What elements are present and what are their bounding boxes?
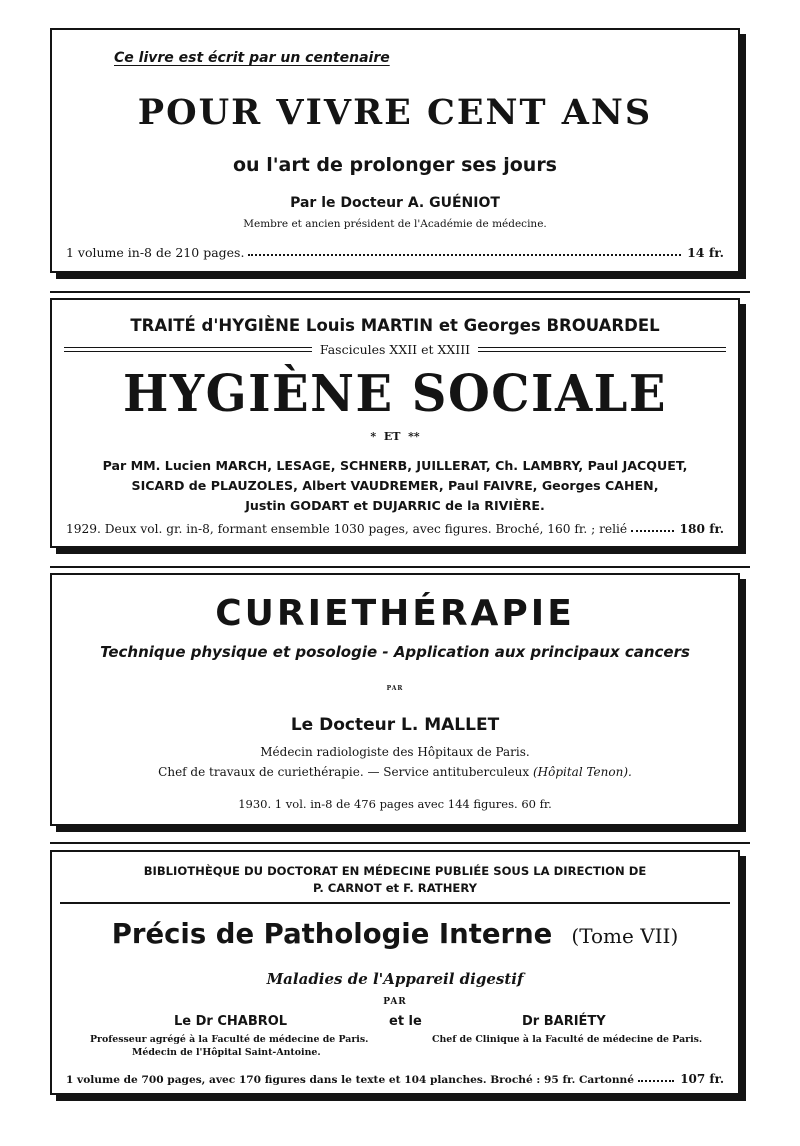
ad-curietherapie <box>50 573 740 826</box>
ad-hygiene-sociale <box>50 298 740 548</box>
ad4-pub-info: 1 volume de 700 pages, avec 170 figures dans le texte et 104 planches. Broché : 95 fr. Cartonné <box>66 1074 634 1086</box>
separator-rule <box>50 842 750 844</box>
ad4-price: 107 fr. <box>680 1072 724 1086</box>
double-rule <box>64 347 312 352</box>
double-rule <box>478 347 726 352</box>
dot-leader <box>631 530 673 532</box>
ad4-author1: Le Dr CHABROL <box>174 1014 288 1029</box>
ad3-author: Le Docteur L. MALLET <box>290 715 500 735</box>
ad4-series-line1: BIBLIOTHÈQUE DU DOCTORAT EN MÉDECINE PUBLIÉE SOUS LA DIRECTION DE <box>143 864 647 878</box>
ad4-series-line2: P. CARNOT et F. RATHERY <box>312 881 478 895</box>
ad2-authors-line1: Par MM. Lucien MARCH, LESAGE, SCHNERB, JUILLERAT, Ch. LAMBRY, Paul JACQUET, <box>102 458 688 473</box>
ad3-pub-info: 1930. 1 vol. in-8 de 476 pages avec 144 figures. 60 fr. <box>238 797 552 811</box>
ad1-title: POUR VIVRE CENT ANS <box>137 92 653 133</box>
ad1-author: Par le Docteur A. GUÉNIOT <box>290 195 500 211</box>
ad2-pub-info: 1929. Deux vol. gr. in-8, formant ensemble 1030 pages, avec figures. Broché, 160 fr. ; relié <box>66 522 628 536</box>
ad1-author-role: Membre et ancien président de l'Académie de médecine. <box>243 218 547 230</box>
ad-precis-pathologie-interne <box>50 850 740 1095</box>
ad4-author1-role1: Professeur agrégé à la Faculté de médecine de Paris. <box>90 1034 369 1045</box>
ad2-authors-line3: Justin GODART et DUJARRIC de la RIVIÈRE. <box>245 498 545 513</box>
ad-pour-vivre-cent-ans <box>50 28 740 273</box>
ad4-title: Précis de Pathologie Interne <box>111 918 553 950</box>
ad1-tagline: Ce livre est écrit par un centenaire <box>114 50 390 66</box>
ad3-role2-line <box>52 765 738 779</box>
ad3-subtitle: Technique physique et posologie - Application aux principaux cancers <box>100 643 690 661</box>
ad4-author1-role2: Médecin de l'Hôpital Saint-Antoine. <box>132 1047 321 1058</box>
ad3-title: CURIETHÉRAPIE <box>215 593 575 634</box>
ad2-series-title: TRAITÉ d'HYGIÈNE Louis MARTIN et Georges BROUARDEL <box>130 316 660 335</box>
ad1-price: 14 fr. <box>687 245 724 260</box>
ad2-fascicules: Fascicules XXII et XXIII <box>319 342 471 357</box>
ad4-title-rule <box>60 902 730 904</box>
ad1-volume-info: 1 volume in-8 de 210 pages. <box>66 245 245 260</box>
ad1-subtitle: ou l'art de prolonger ses jours <box>233 154 557 176</box>
separator-rule <box>50 566 750 568</box>
ad4-author2-role: Chef de Clinique à la Faculté de médecine de Paris. <box>432 1034 703 1045</box>
dot-leader <box>248 254 681 256</box>
ad4-author2: Dr BARIÉTY <box>522 1014 606 1029</box>
separator-rule <box>50 291 750 293</box>
ad4-title-line <box>52 918 738 950</box>
ad3-role1: Médecin radiologiste des Hôpitaux de Paris. <box>260 745 530 759</box>
ad4-subtitle: Maladies de l'Appareil digestif <box>266 970 524 988</box>
ad3-role2: Chef de travaux de curiethérapie. — Service antituberculeux <box>158 765 530 779</box>
ad2-price-line <box>66 522 724 536</box>
ad2-authors-line2: SICARD de PLAUZOLES, Albert VAUDREMER, Paul FAIVRE, Georges CAHEN, <box>131 478 659 493</box>
ad2-title: HYGIÈNE SOCIALE <box>122 364 668 424</box>
ad4-et-le: et le <box>389 1014 422 1029</box>
ad4-par: PAR <box>383 997 407 1007</box>
ad3-hospital: (Hôpital Tenon). <box>532 765 632 779</box>
ad2-fascicules-row <box>64 342 726 357</box>
ad4-tome: (Tome VII) <box>571 924 679 948</box>
ad2-price: 180 fr. <box>679 522 724 536</box>
ad2-parts: * ET ** <box>370 430 420 443</box>
dot-leader <box>638 1080 674 1082</box>
ad3-par: PAR <box>386 685 404 692</box>
ad1-price-line <box>66 245 724 260</box>
ad4-price-line <box>66 1072 724 1086</box>
